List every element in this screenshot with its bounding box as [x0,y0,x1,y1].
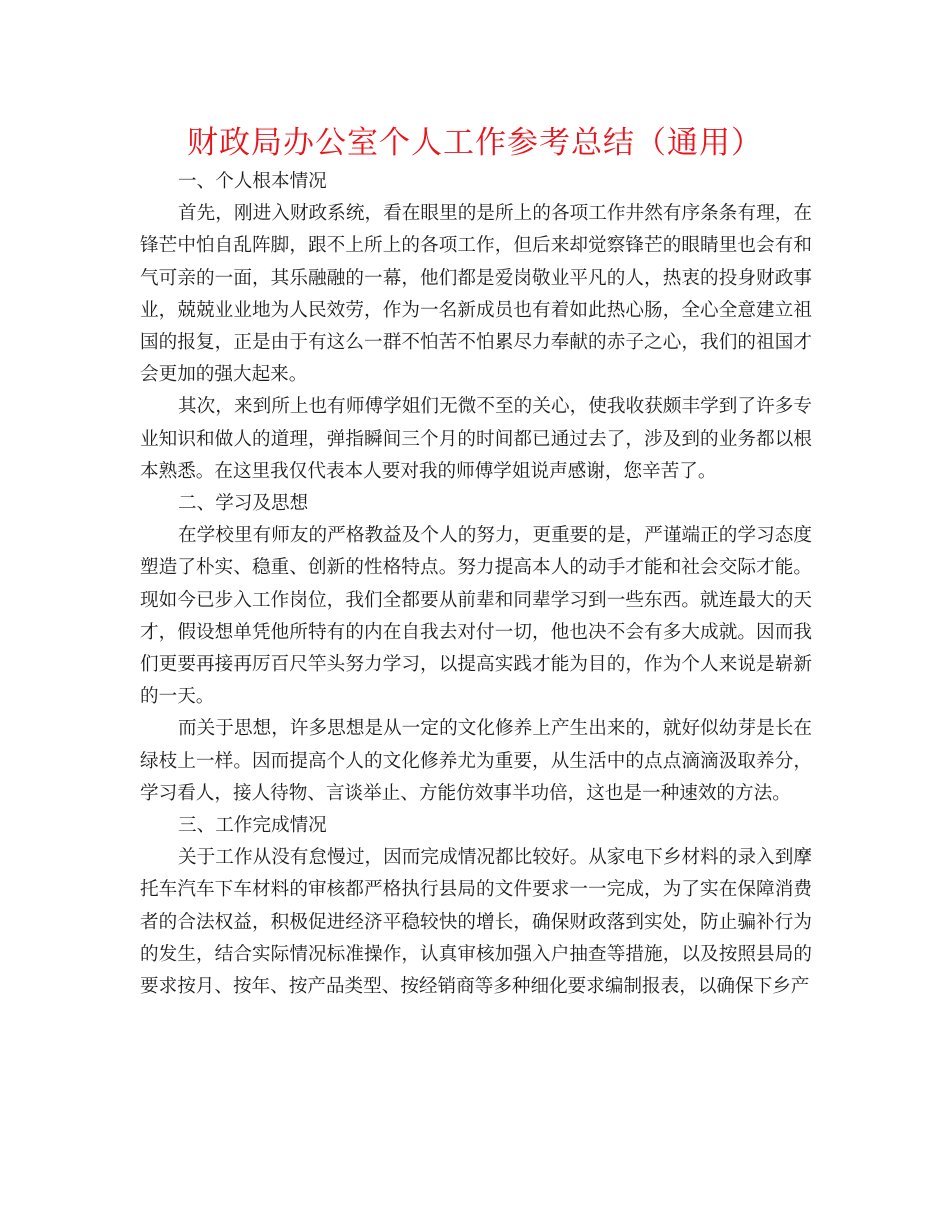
paragraph: 其次，来到所上也有师傅学姐们无微不至的关心，使我收获颇丰学到了许多专业知识和做人的道理，弹指瞬间三个月的时间都已通过去了，涉及到的业务都以根本熟悉。在这里我仅代表本人要对我的师傅学姐说声感谢，您辛苦了。 [140,396,812,482]
section-heading: 三、工作完成情况 [178,815,327,837]
document-body [140,166,812,1003]
section-heading: 一、个人根本情况 [178,171,327,192]
paragraph: 关于工作从没有怠慢过，因而完成情况都比较好。从家电下乡材料的录入到摩托车汽车下车材料的审核都严格执行县局的文件要求一一完成，为了实在保障消费者的合法权益，积极促进经济平稳较快的增长，确保财政落到实处，防止骗补行为的发生，结合实际情况标准操作，认真审核加强入户抽查等措施，以及按照县局的要求按月、按年、按产品类型、按经销商等多种细化要求编制报表，以确保下乡产 [140,847,812,998]
paragraph: 在学校里有师友的严格教益及个人的努力，更重要的是，严谨端正的学习态度塑造了朴实、稳重、创新的性格特点。努力提高本人的动手才能和社会交际才能。现如今已步入工作岗位，我们全都要从前辈和同辈学习到一些东西。就连最大的天才，假设想单凭他所特有的内在自我去对付一切，他也决不会有多大成就。因而我们更要再接再厉百尺竿头努力学习，以提高实践才能为目的，作为个人来说是崭新的一天。 [140,525,812,708]
paragraph: 首先，刚进入财政系统，看在眼里的是所上的各项工作井然有序条条有理，在锋芒中怕自乱阵脚，跟不上所上的各项工作，但后来却觉察锋芒的眼睛里也会有和气可亲的一面，其乐融融的一幕，他们都是爱岗敬业平凡的人，热衷的投身财政事业，兢兢业业地为人民效劳，作为一名新成员也有着如此热心肠，全心全意建立祖国的报复，正是由于有这么一群不怕苦不怕累尽力奉献的赤子之心，我们的祖国才会更加的强大起来。 [140,203,812,386]
section-heading: 二、学习及思想 [178,493,309,515]
paragraph: 而关于思想，许多思想是从一定的文化修养上产生出来的，就好似幼芽是长在绿枝上一样。因而提高个人的文化修养尤为重要，从生活中的点点滴滴汲取养分，学习看人，接人待物、言谈举止、方能仿效事半功倍，这也是一种速效的方法。 [140,718,812,804]
document-title: 财政局办公室个人工作参考总结（通用） [187,125,763,161]
